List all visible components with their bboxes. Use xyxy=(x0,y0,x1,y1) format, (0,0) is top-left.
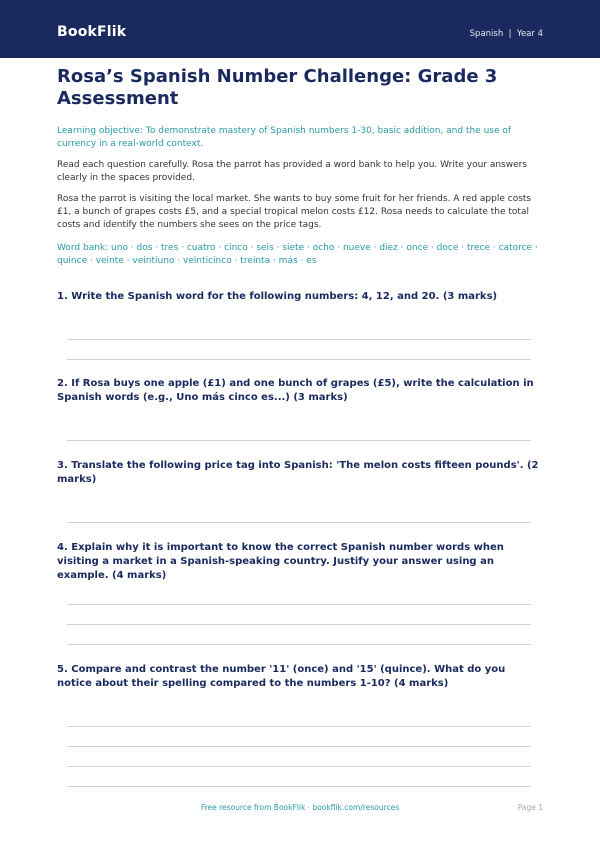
learning-objective: Learning objective: To demonstrate mastery of Spanish numbers 1-30, basic addition, and the use of currency in a real-world context. xyxy=(57,126,512,149)
instructions-text: Read each question carefully. Rosa the parrot has provided a word bank to help you. Write your answers clearly in the spaces provided. xyxy=(57,160,528,183)
answer-line[interactable] xyxy=(67,359,531,360)
answer-line[interactable] xyxy=(67,339,531,340)
question-2: 2. If Rosa buys one apple (£1) and one bunch of grapes (£5), write the calculation in Spanish words (e.g., Uno más cinco es...) (3 marks) xyxy=(57,378,534,403)
question-4: 4. Explain why it is important to know the correct Spanish number words when visiting a market in a Spanish-speaking country. Justify your answer using an example. (4 marks) xyxy=(57,542,504,581)
answer-line[interactable] xyxy=(67,440,531,441)
brand-logo: BookFlik xyxy=(57,24,127,40)
answer-line[interactable] xyxy=(67,786,531,787)
answer-line[interactable] xyxy=(67,522,531,523)
page-header xyxy=(0,0,600,58)
answer-line[interactable] xyxy=(67,726,531,727)
question-3: 3. Translate the following price tag into Spanish: 'The melon costs fifteen pounds'. (2 marks) xyxy=(57,460,539,485)
intro-section xyxy=(57,66,543,268)
answer-line[interactable] xyxy=(67,746,531,747)
answer-line[interactable] xyxy=(67,644,531,645)
question-1: 1. Write the Spanish word for the following numbers: 4, 12, and 20. (3 marks) xyxy=(57,291,498,302)
page-title: Rosa’s Spanish Number Challenge: Grade 3 Assessment xyxy=(57,66,498,109)
page-number: Page 1 xyxy=(517,803,543,812)
question-5: 5. Compare and contrast the number '11' (once) and '15' (quince). What do you notice about their spelling compared to the numbers 1-10? (4 marks) xyxy=(57,664,506,689)
subject-year-label: Spanish | Year 4 xyxy=(469,29,543,39)
answer-line[interactable] xyxy=(67,604,531,605)
answer-line[interactable] xyxy=(67,624,531,625)
scenario-text: Rosa the parrot is visiting the local market. She wants to buy some fruit for her friends. A red apple costs £1, a bunch of grapes costs £5, and a special tropical melon costs £12. Rosa needs to calculate the total costs and identify the numbers she sees on the price tags. xyxy=(57,194,532,230)
word-bank: Word bank: uno · dos · tres · cuatro · cinco · seis · siete · ocho · nueve · diez · once · doce · trece · catorce · quince · veinte · veintiuno · veinticinco · treinta · más · es xyxy=(57,243,538,266)
answer-line[interactable] xyxy=(67,766,531,767)
footer-source-link[interactable]: Free resource from BookFlik · bookflik.com/resources xyxy=(200,803,400,812)
